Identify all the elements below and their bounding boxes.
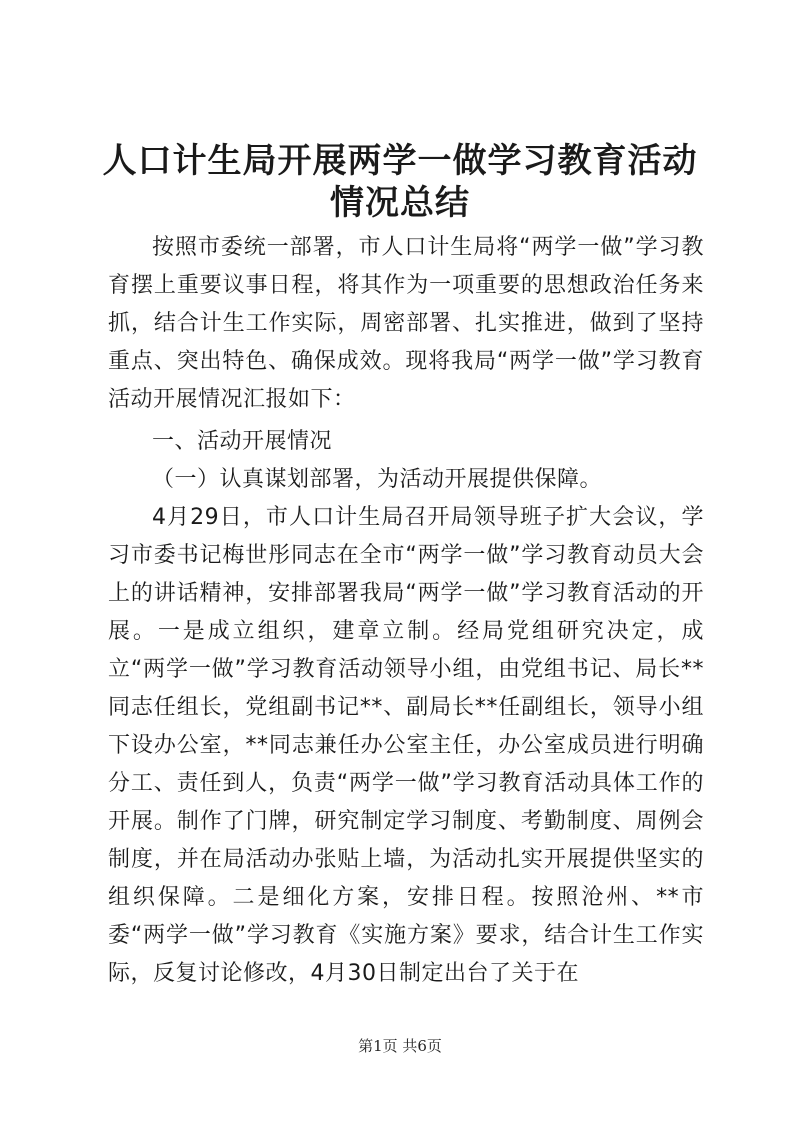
intro-paragraph: 按照市委统一部署，市人口计生局将“两学一做”学习教育摆上重要议事日程，将其作为一项重要的思想政治任务来抓，结合计生工作实际，周密部署、扎实推进，做到了坚持重点、突出特色、确保成效。现将我局“两学一做”学习教育活动开展情况汇报如下： [108,235,704,412]
section-heading: 一、活动开展情况 [152,429,333,454]
document-title: 人口计生局开展两学一做学习教育活动情况总结 [102,141,698,223]
subsection-heading: （一）认真谋划部署，为活动开展提供保障。 [152,467,603,492]
document-body [108,229,704,993]
page-number-footer: 第1页 共6页 [358,1037,442,1055]
body-paragraph: 4月29日，市人口计生局召开局领导班子扩大会议，学习市委书记梅世彤同志在全市“两学一做”学习教育动员大会上的讲话精神，安排部署我局“两学一做”学习教育活动的开展。一是成立组织，建章立制。经局党组研究决定，成立“两学一做”学习教育活动领导小组，由党组书记、局长**同志任组长，党组副书记**、副局长**任副组长，领导小组下设办公室，**同志兼任办公室主任，办公室成员进行明确分工、责任到人，负责“两学一做”学习教育活动具体工作的开展。制作了门牌，研究制定学习制度、考勤制度、周例会制度，并在局活动办张贴上墙，为活动扎实开展提供坚实的组织保障。二是细化方案，安排日程。按照沧州、**市委“两学一做”学习教育《实施方案》要求，结合计生工作实际，反复讨论修改，4月30日制定出台了关于在 [108,505,704,986]
